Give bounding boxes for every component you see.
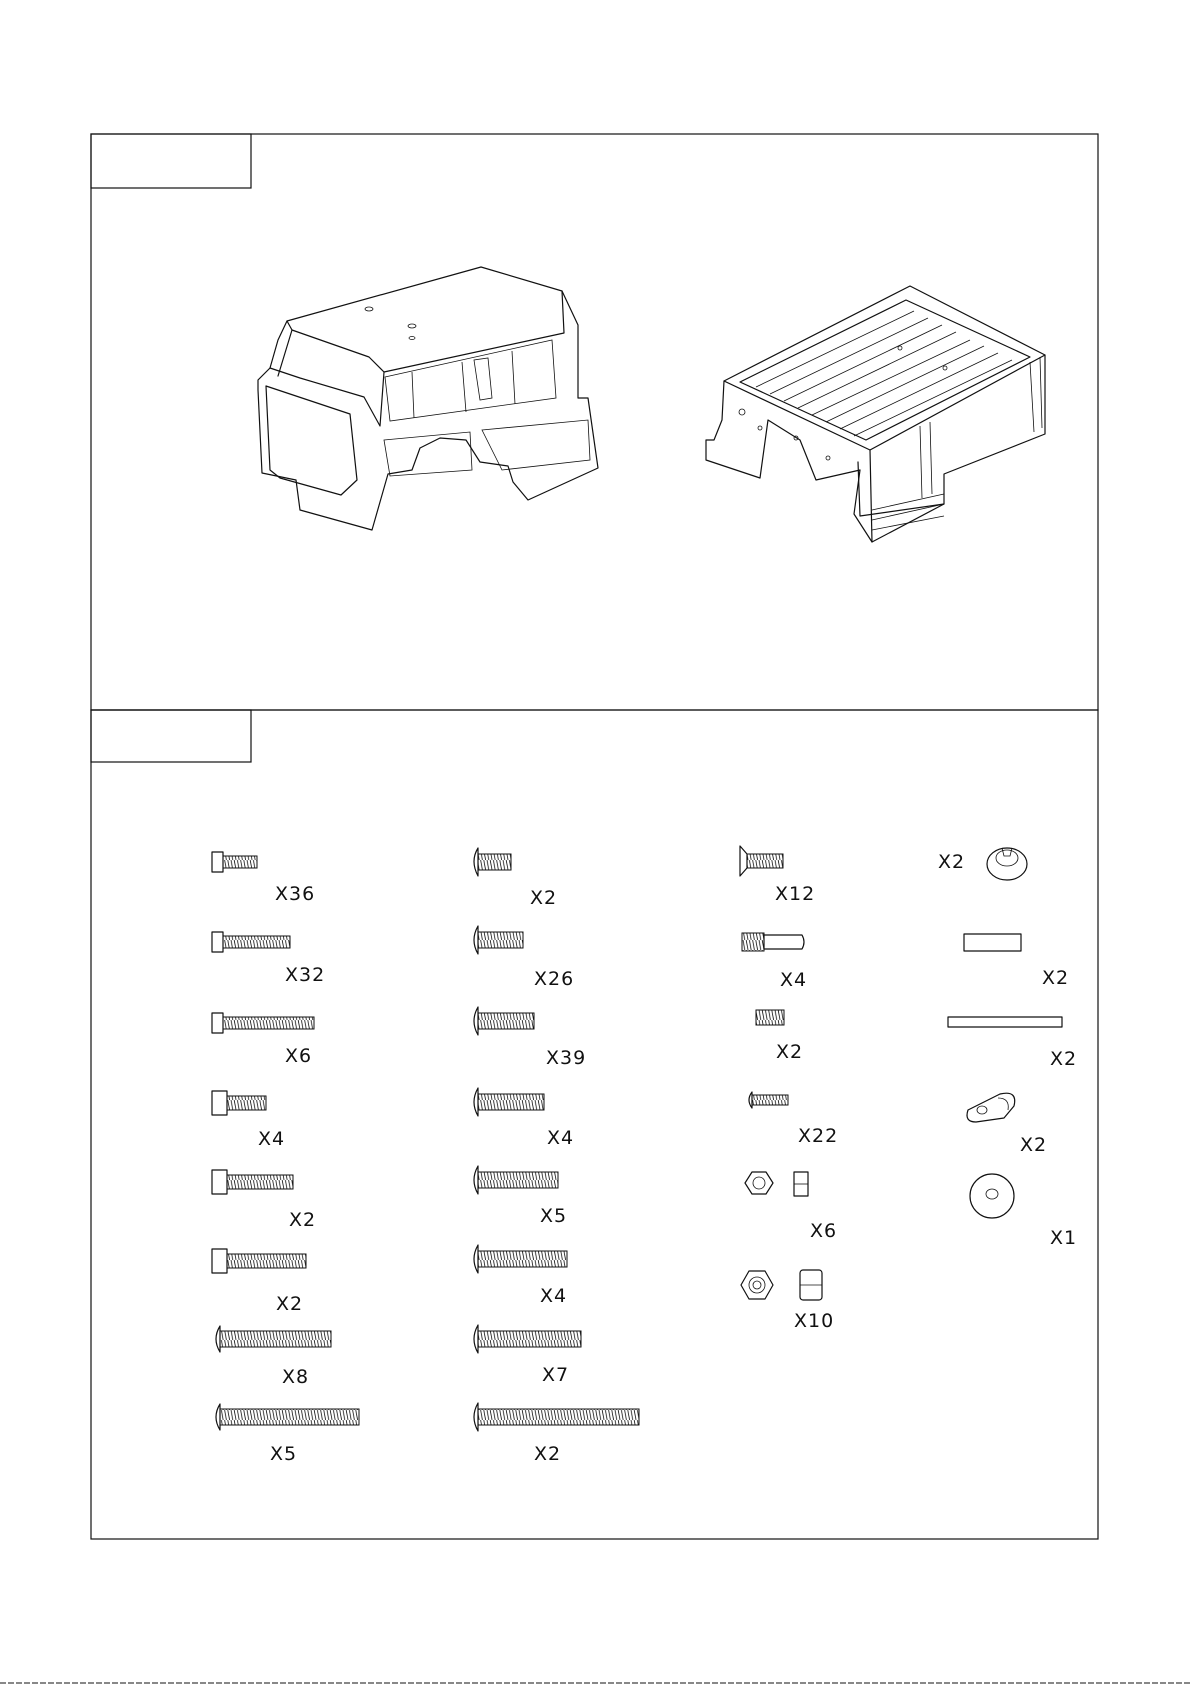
cap-screw-part bbox=[212, 1170, 316, 1231]
cap-screw-part bbox=[212, 1091, 285, 1150]
top-panel bbox=[91, 134, 1098, 710]
button-screw-part bbox=[474, 926, 574, 990]
quantity-label: X22 bbox=[798, 1125, 839, 1147]
cap-screw-part bbox=[212, 1249, 306, 1315]
button-screw-part bbox=[216, 1404, 359, 1465]
button-screw-part bbox=[474, 1166, 567, 1227]
quantity-label: X32 bbox=[285, 964, 326, 986]
quantity-label: X4 bbox=[540, 1285, 568, 1307]
quantity-label: X26 bbox=[534, 968, 575, 990]
button-screw-part bbox=[474, 1325, 581, 1386]
countersunk-screw-part bbox=[740, 846, 815, 905]
quantity-label: X6 bbox=[285, 1045, 313, 1067]
quantity-label: X1 bbox=[1050, 1227, 1078, 1249]
rod-part bbox=[948, 1017, 1077, 1070]
button-screw-part bbox=[216, 1326, 331, 1388]
small-button-screw-part bbox=[749, 1092, 838, 1147]
cap-screw-part bbox=[212, 932, 325, 986]
quantity-label: X8 bbox=[282, 1366, 310, 1388]
cable-clamp-part bbox=[967, 1093, 1047, 1156]
quantity-label: X4 bbox=[547, 1127, 575, 1149]
quantity-label: X4 bbox=[258, 1128, 286, 1150]
quantity-label: X2 bbox=[530, 887, 558, 909]
quantity-label: X2 bbox=[938, 851, 966, 873]
quantity-label: X2 bbox=[1020, 1134, 1048, 1156]
cab-body-illustration bbox=[258, 267, 598, 530]
quantity-label: X5 bbox=[540, 1205, 568, 1227]
quantity-label: X2 bbox=[534, 1443, 562, 1465]
set-screw-part bbox=[756, 1010, 803, 1063]
quantity-label: X12 bbox=[775, 883, 816, 905]
quantity-label: X5 bbox=[270, 1443, 298, 1465]
pin-part bbox=[964, 934, 1069, 989]
quantity-label: X39 bbox=[546, 1047, 587, 1069]
cap-screw-part bbox=[212, 1013, 314, 1067]
quantity-label: X2 bbox=[289, 1209, 317, 1231]
parts-column-2 bbox=[474, 848, 639, 1465]
quantity-label: X10 bbox=[794, 1310, 835, 1332]
bed-body-illustration bbox=[706, 286, 1045, 542]
button-screw-part bbox=[474, 1403, 639, 1465]
button-screw-part bbox=[474, 848, 557, 909]
quantity-label: X7 bbox=[542, 1364, 570, 1386]
quantity-label: X2 bbox=[776, 1041, 804, 1063]
clip-ring-part bbox=[938, 848, 1027, 880]
button-screw-part bbox=[474, 1007, 586, 1069]
shoulder-screw-part bbox=[742, 933, 807, 991]
parts-column-3 bbox=[740, 846, 838, 1332]
quantity-label: X2 bbox=[1050, 1048, 1078, 1070]
top-panel-tab bbox=[91, 134, 251, 188]
button-screw-part bbox=[474, 1088, 574, 1149]
cap-screw-part bbox=[212, 852, 315, 905]
bottom-panel-tab bbox=[91, 710, 251, 762]
hex-nut-part bbox=[745, 1172, 837, 1242]
parts-column-1 bbox=[212, 852, 359, 1465]
quantity-label: X2 bbox=[276, 1293, 304, 1315]
button-screw-part bbox=[474, 1245, 567, 1307]
parts-column-4 bbox=[938, 848, 1077, 1249]
quantity-label: X36 bbox=[275, 883, 316, 905]
washer-part bbox=[970, 1174, 1077, 1249]
quantity-label: X4 bbox=[780, 969, 808, 991]
quantity-label: X6 bbox=[810, 1220, 838, 1242]
lock-nut-part bbox=[741, 1270, 834, 1332]
quantity-label: X2 bbox=[1042, 967, 1070, 989]
